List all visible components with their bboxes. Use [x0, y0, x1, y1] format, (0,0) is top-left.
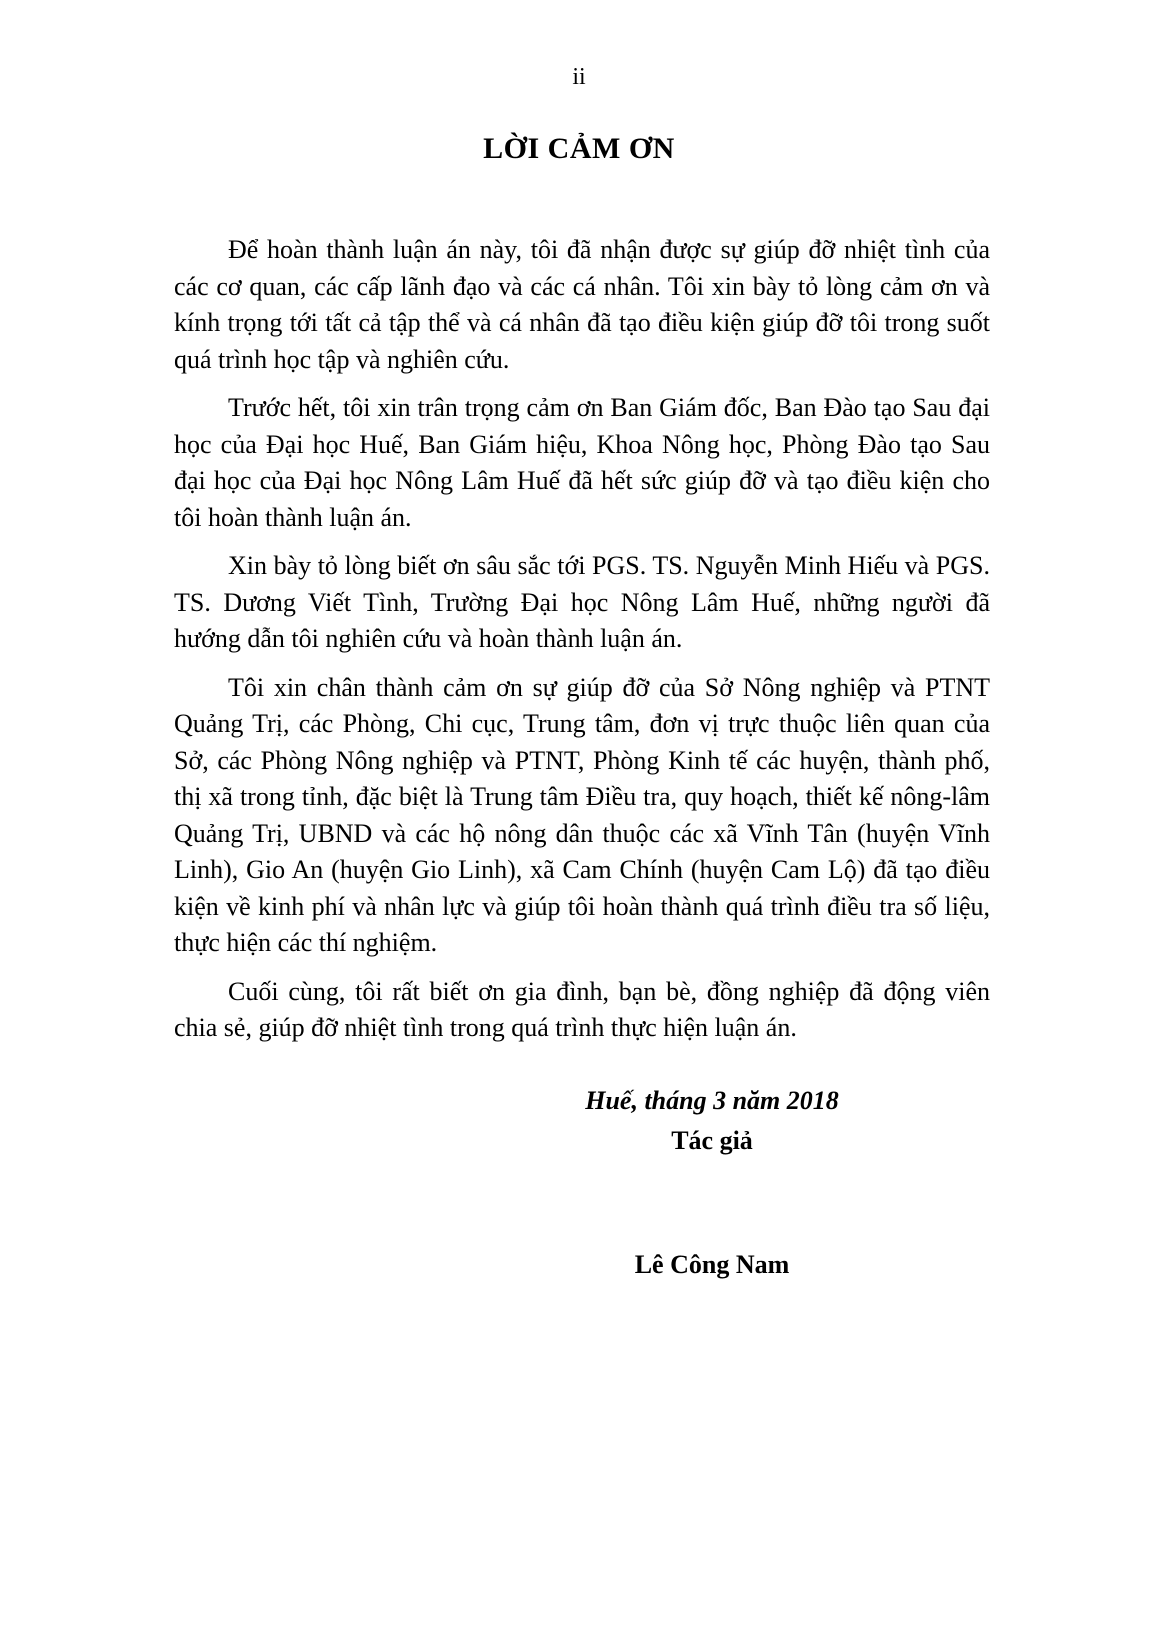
- signature-role: Tác giả: [671, 1126, 753, 1155]
- page-title: LỜI CẢM ƠN: [483, 132, 675, 165]
- signature-date: Huế, tháng 3 năm 2018: [585, 1086, 839, 1115]
- paragraph: Xin bày tỏ lòng biết ơn sâu sắc tới PGS. TS. Nguyễn Minh Hiếu và PGS. TS. Dương Viết Tình, Trường Đại học Nông Lâm Huế, những người đã hướng dẫn tôi nghiên cứu và hoàn thành luận án.: [174, 551, 990, 653]
- paragraph: Trước hết, tôi xin trân trọng cảm ơn Ban Giám đốc, Ban Đào tạo Sau đại học của Đại học Huế, Ban Giám hiệu, Khoa Nông học, Phòng Đào tạo Sau đại học của Đại học Nông Lâm Huế đã hết sức giúp đỡ và tạo điều kiện cho tôi hoàn thành luận án.: [174, 393, 990, 532]
- paragraph: Cuối cùng, tôi rất biết ơn gia đình, bạn bè, đồng nghiệp đã động viên chia sẻ, giúp đỡ nhiệt tình trong quá trình thực hiện luận án.: [174, 976, 990, 1042]
- paragraph: Để hoàn thành luận án này, tôi đã nhận được sự giúp đỡ nhiệt tình của các cơ quan, các cấp lãnh đạo và các cá nhân. Tôi xin bày tỏ lòng cảm ơn và kính trọng tới tất cả tập thể và cá nhân đã tạo điều kiện giúp đỡ tôi trong suốt quá trình học tập và nghiên cứu.: [174, 235, 990, 374]
- page-number: ii: [572, 64, 586, 90]
- acknowledgement-body: [174, 232, 990, 1059]
- author-name: Lê Công Nam: [634, 1250, 790, 1279]
- paragraph: Tôi xin chân thành cảm ơn sự giúp đỡ của Sở Nông nghiệp và PTNT Quảng Trị, các Phòng, Chi cục, Trung tâm, đơn vị trực thuộc liên quan của Sở, các Phòng Nông nghiệp và PTNT, Phòng Kinh tế các huyện, thành phố, thị xã trong tỉnh, đặc biệt là Trung tâm Điều tra, quy hoạch, thiết kế nông-lâm Quảng Trị, UBND và các hộ nông dân thuộc các xã Vĩnh Tân (huyện Vĩnh Linh), Gio An (huyện Gio Linh), xã Cam Chính (huyện Cam Lộ) đã tạo điều kiện về kinh phí và nhân lực và giúp tôi hoàn thành quá trình điều tra số liệu, thực hiện các thí nghiệm.: [174, 672, 990, 957]
